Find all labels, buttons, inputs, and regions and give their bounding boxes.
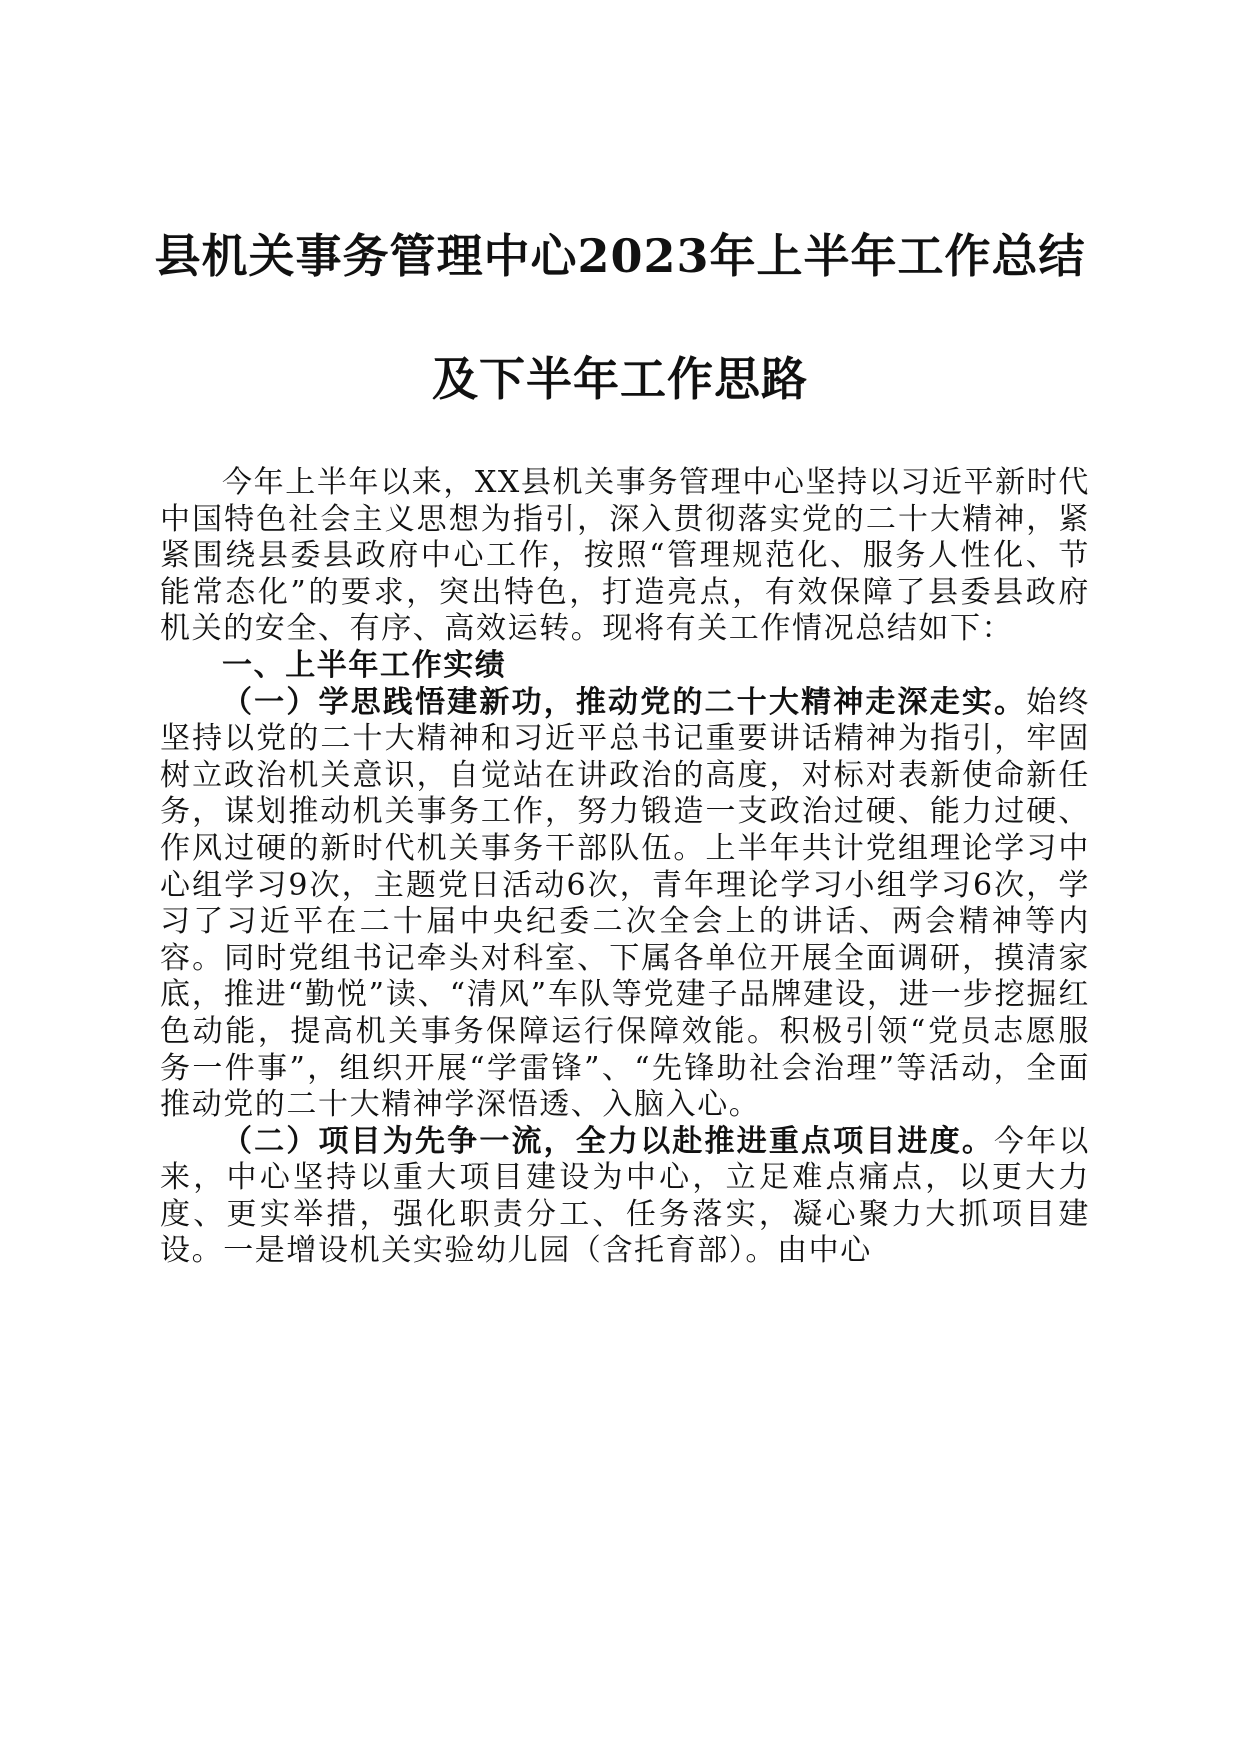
subsection-2-body: 今年以来，中心坚持以重大项目建设为中心，立足难点痛点，以更大力度、更实举措，强化职责分工、任务落实，凝心聚力大抓项目建设。一是增设机关实验幼儿园（含托育部）。由中心 xyxy=(160,1123,1090,1269)
section-heading-1: 一、上半年工作实绩 xyxy=(222,647,507,683)
subsection-2-paragraph xyxy=(160,1124,1090,1270)
subsection-1-body: 始终坚持以党的二十大精神和习近平总书记重要讲话精神为指引，牢固树立政治机关意识，自觉站在讲政治的高度，对标对表新使命新任务，谋划推动机关事务工作，努力锻造一支政治过硬、能力过硬、作风过硬的新时代机关事务干部队伍。上半年共计党组理论学习中心组学习9次，主题党日活动6次，青年理论学习小组学习6次，学习了习近平在二十届中央纪委二次全会上的讲话、两会精神等内容。同时党组书记牵头对科室、下属各单位开展全面调研，摸清家底，推进“勤悦”读、“清风”车队等党建子品牌建设，进一步挖掘红色动能，提高机关事务保障运行保障效能。积极引领“党员志愿服务一件事”，组织开展“学雷锋”、“先锋助社会治理”等活动，全面推动党的二十大精神学深悟透、入脑入心。 xyxy=(160,684,1091,1123)
intro-paragraph: 今年上半年以来，XX县机关事务管理中心坚持以习近平新时代中国特色社会主义思想为指引，深入贯彻落实党的二十大精神，紧紧围绕县委县政府中心工作，按照“管理规范化、服务人性化、节能常态化”的要求，突出特色，打造亮点，有效保障了县委县政府机关的安全、有序、高效运转。现将有关工作情况总结如下： xyxy=(160,465,1090,647)
subsection-1-heading: （一）学思践悟建新功，推动党的二十大精神走深走实。 xyxy=(222,684,1027,720)
subsection-1-paragraph xyxy=(160,685,1090,1124)
subsection-2-heading: （二）项目为先争一流，全力以赴推进重点项目进度。 xyxy=(222,1123,995,1159)
document-title-line-1: 县机关事务管理中心2023年上半年工作总结 xyxy=(154,229,1086,283)
document-body xyxy=(160,465,1090,1270)
document-title-line-2: 及下半年工作思路 xyxy=(432,352,808,406)
